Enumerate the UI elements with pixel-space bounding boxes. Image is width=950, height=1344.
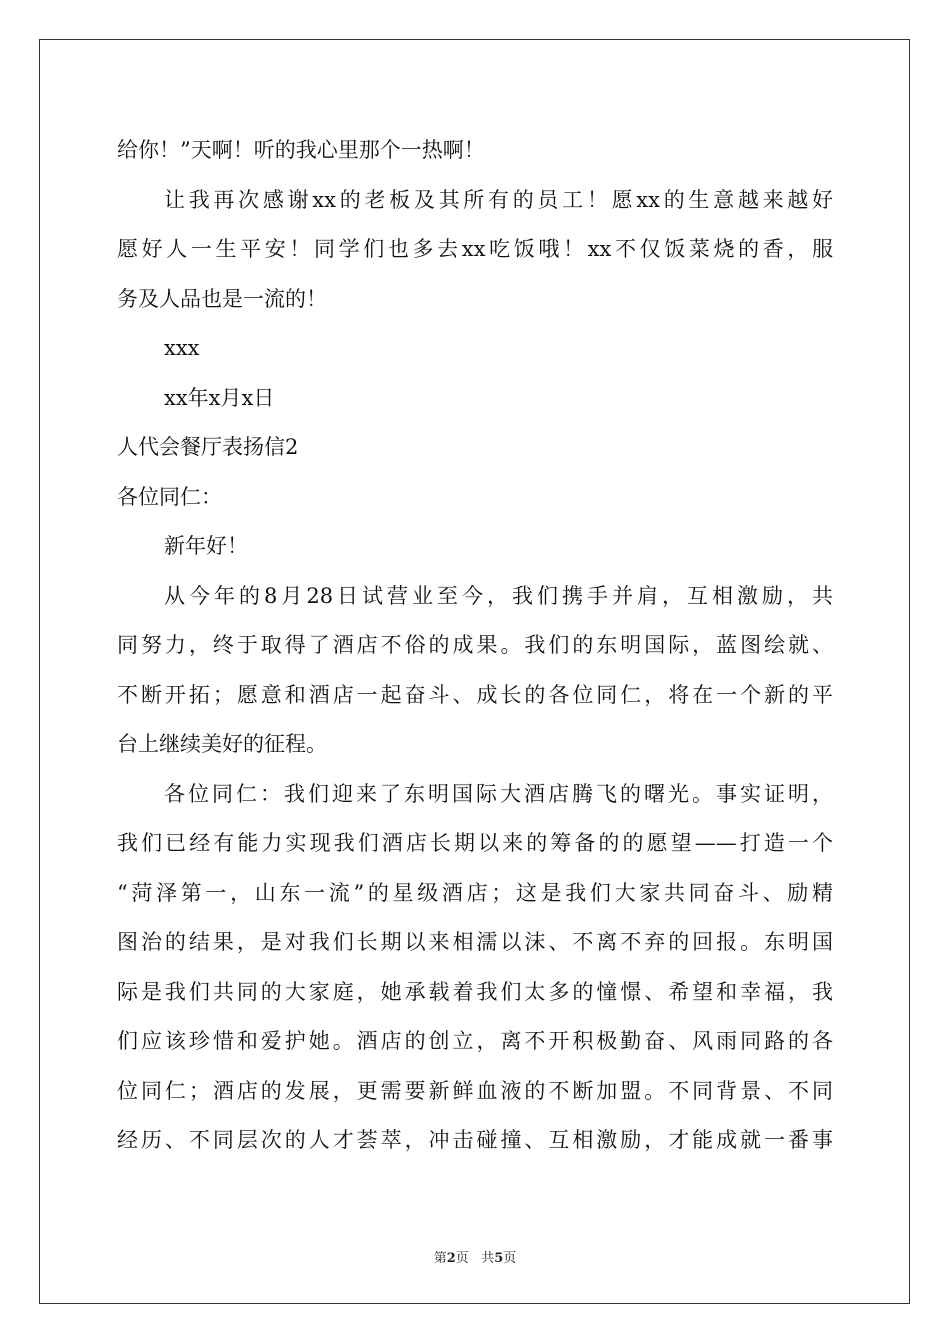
text-line: 人代会餐厅表扬信2 <box>117 435 299 459</box>
text-line: 各位同仁： <box>117 484 222 509</box>
page-label-suffix: 页 <box>455 1251 469 1266</box>
text-line: 新年好！ <box>164 534 248 558</box>
total-page-count: 5 <box>494 1251 504 1266</box>
text-line: 们应该珍惜和爱护她。酒店的创立，离不开积极勤奋、风雨同路的各 <box>117 1029 833 1053</box>
text-line: 我们已经有能力实现我们酒店长期以来的筹备的的愿望——打造一个 <box>117 831 833 855</box>
text-line: 让我再次感谢xx的老板及其所有的员工！愿xx的生意越来越好 <box>164 187 833 212</box>
text-line: 给你！”天啊！听的我心里那个一热啊！ <box>117 138 485 162</box>
text-line: 经历、不同层次的人才荟萃，冲击碰撞、互相激励，才能成就一番事 <box>117 1128 833 1152</box>
text-line: 务及人品也是一流的！ <box>117 286 327 311</box>
text-line: 同努力，终于取得了酒店不俗的成果。我们的东明国际，蓝图绘就、 <box>117 633 833 657</box>
document-body <box>117 126 833 1166</box>
text-line: 位同仁；酒店的发展，更需要新鲜血液的不断加盟。不同背景、不同 <box>117 1078 833 1103</box>
page-label-prefix: 第 <box>433 1251 447 1266</box>
current-page-number: 2 <box>446 1251 456 1266</box>
text-line: 际是我们共同的大家庭，她承载着我们太多的憧憬、希望和幸福，我 <box>117 979 833 1004</box>
text-line: 各位同仁：我们迎来了东明国际大酒店腾飞的曙光。事实证明， <box>164 781 833 806</box>
text-line: 图治的结果，是对我们长期以来相濡以沫、不离不弃的回报。东明国 <box>117 930 833 954</box>
text-line: 愿好人一生平安！同学们也多去xx吃饭哦！xx不仅饭菜烧的香，服 <box>117 237 833 261</box>
text-line: 不断开拓；愿意和酒店一起奋斗、成长的各位同仁，将在一个新的平 <box>117 682 833 707</box>
total-label-prefix: 共 <box>481 1251 495 1266</box>
total-label-suffix: 页 <box>503 1251 517 1266</box>
text-line: xxx <box>164 336 200 360</box>
page-footer <box>0 1247 950 1266</box>
text-line: 从今年的8月28日试营业至今，我们携手并肩，互相激励，共 <box>164 583 833 608</box>
text-line: xx年x月x日 <box>164 385 275 410</box>
text-line: “菏泽第一，山东一流”的星级酒店；这是我们大家共同奋斗、励精 <box>117 880 833 905</box>
text-line: 台上继续美好的征程。 <box>117 732 327 756</box>
